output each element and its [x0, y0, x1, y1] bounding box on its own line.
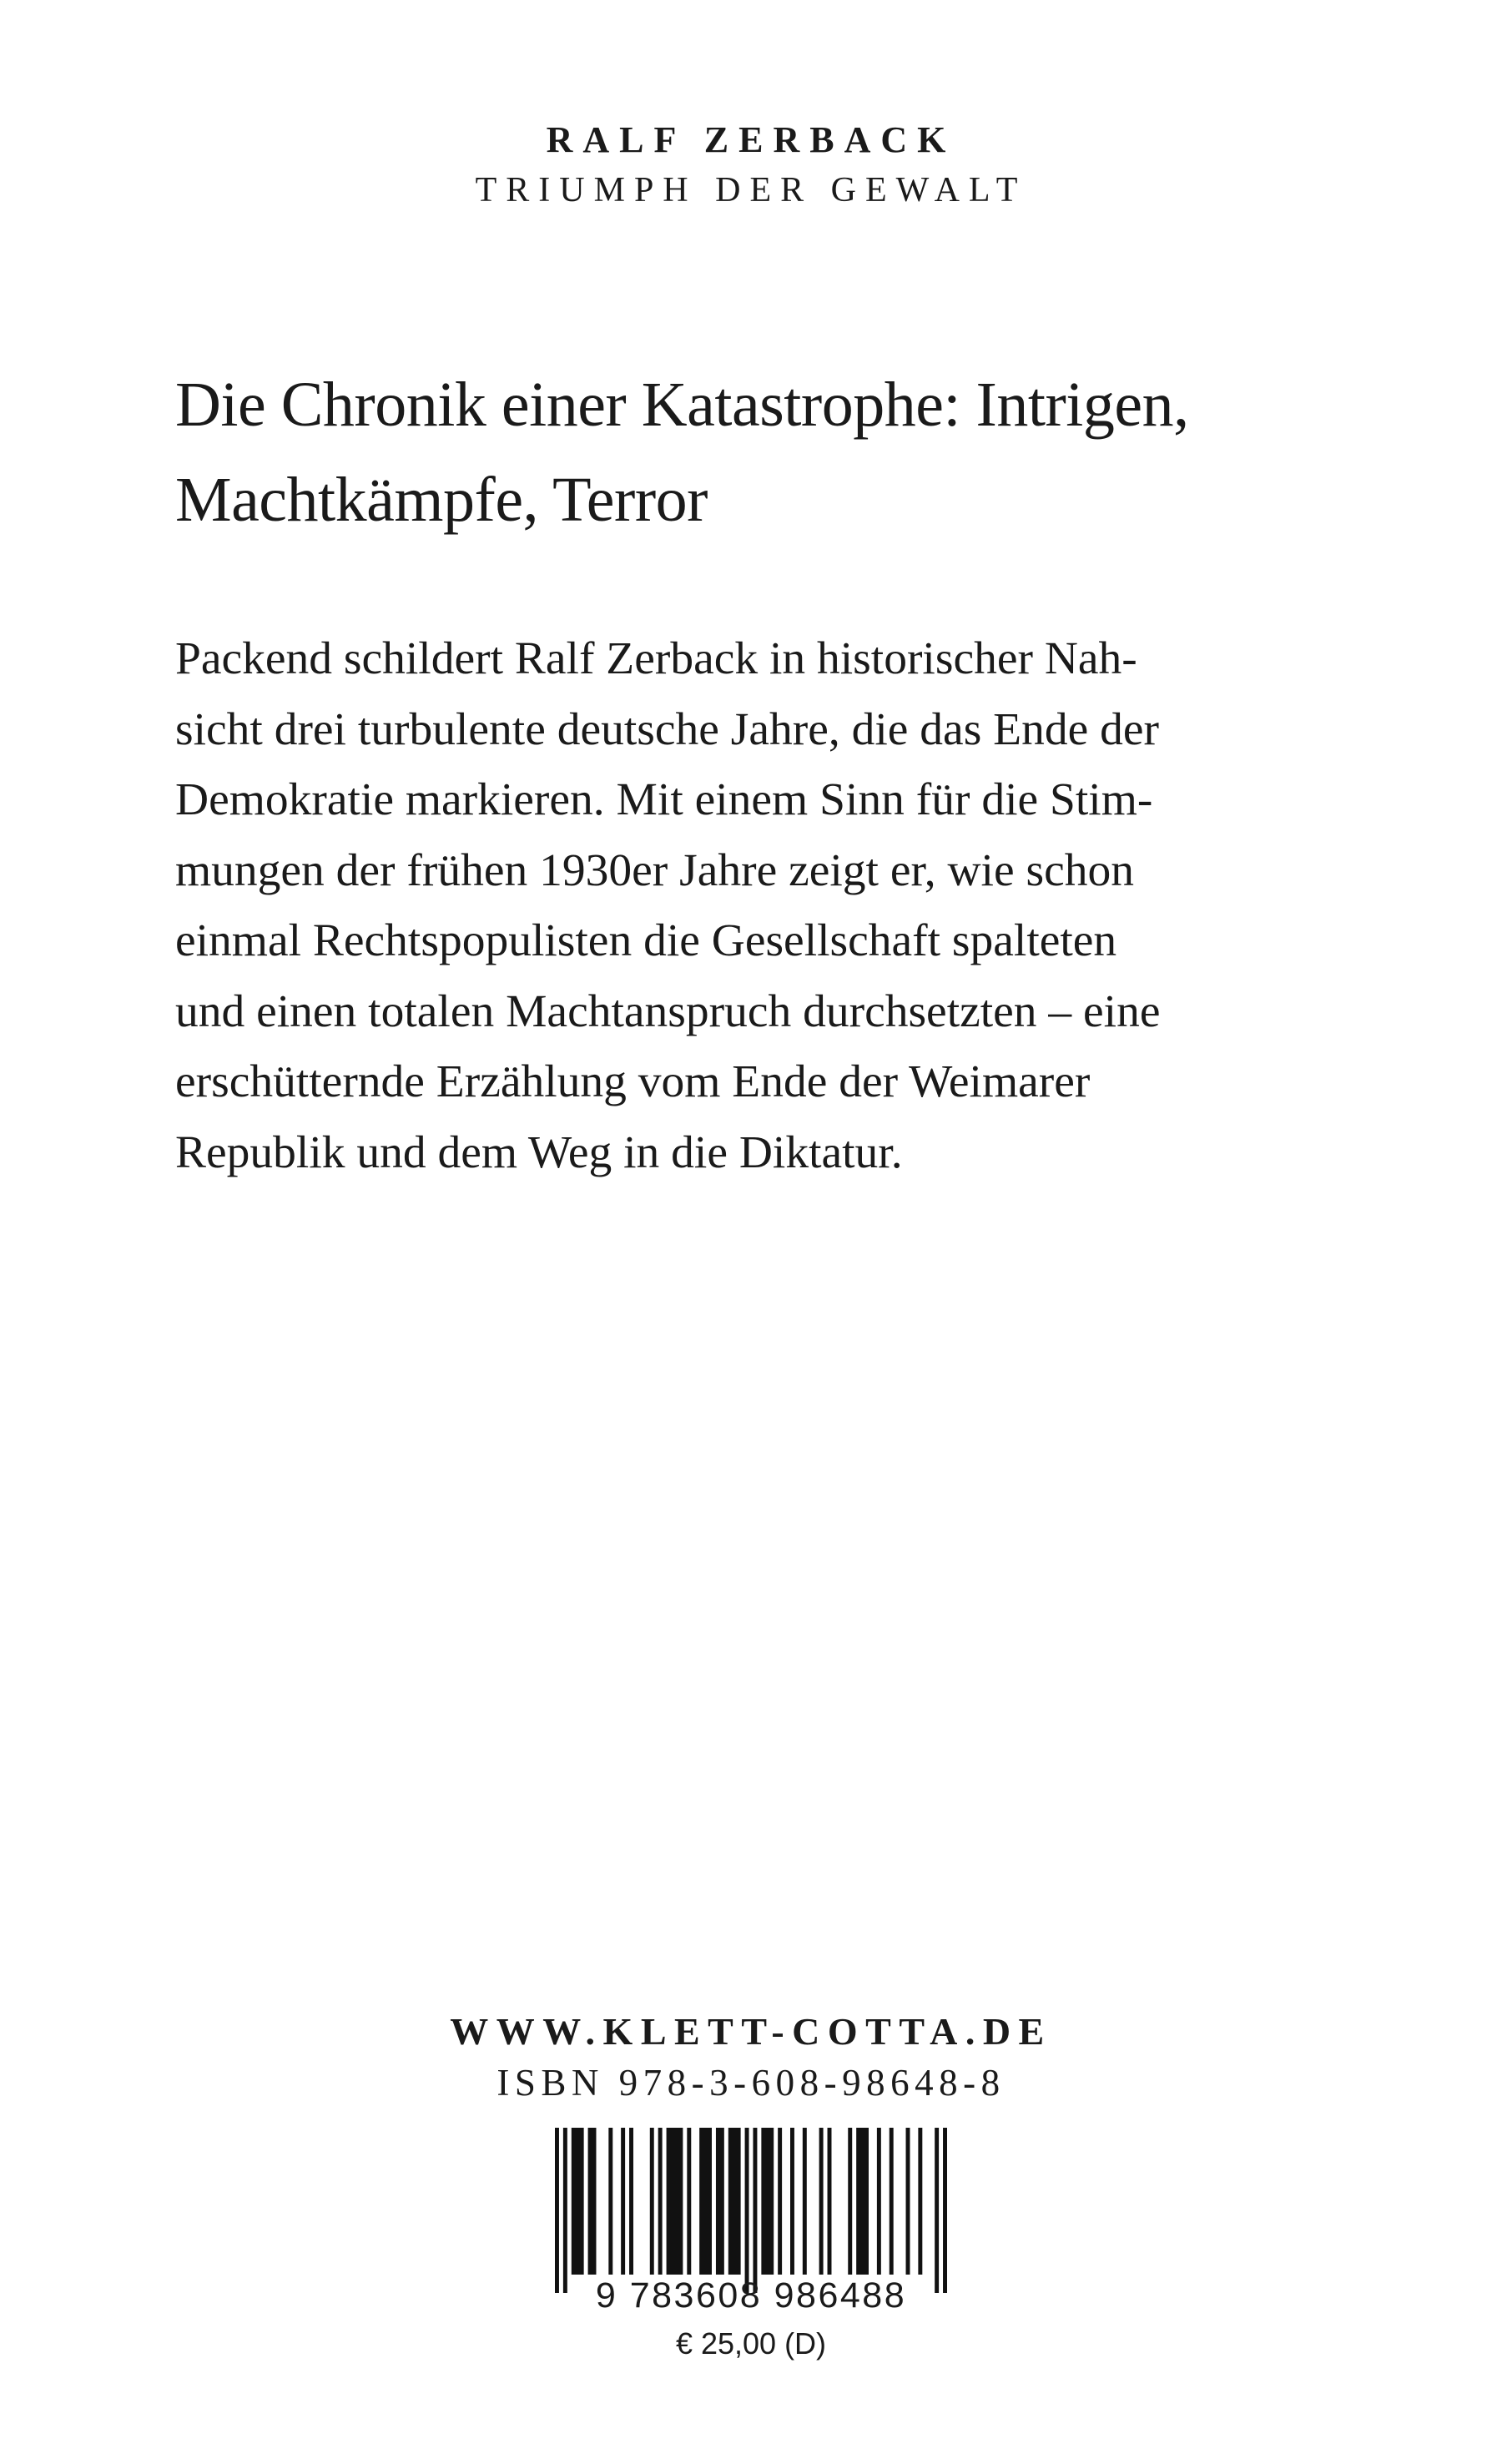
barcode-bar	[819, 2128, 824, 2275]
author-name: RALF ZERBACK	[546, 119, 956, 160]
barcode-bar	[803, 2128, 807, 2275]
barcode-bar	[687, 2128, 691, 2275]
blurb-paragraph	[175, 624, 1343, 1188]
barcode-bar	[761, 2128, 774, 2275]
barcode-bar	[856, 2128, 869, 2275]
barcode-bar	[650, 2128, 654, 2275]
barcode-bar	[890, 2128, 894, 2275]
barcode-bars	[553, 2128, 949, 2295]
barcode-digits: 9 783608 986488	[595, 2275, 907, 2315]
headline	[175, 357, 1360, 547]
publisher-website: WWW.KLETT-COTTA.DE	[450, 2010, 1052, 2053]
barcode-bar	[572, 2128, 584, 2275]
barcode-guard-bar	[943, 2128, 947, 2293]
barcode-bar	[906, 2128, 910, 2275]
barcode-bar	[778, 2128, 782, 2275]
barcode-bar	[877, 2128, 881, 2275]
barcode-bar	[629, 2128, 633, 2275]
barcode-bar	[716, 2128, 724, 2275]
barcode-bar	[728, 2128, 741, 2275]
barcode-bar	[918, 2128, 922, 2275]
blurb-line: Republik und dem Weg in die Diktatur.	[175, 1126, 903, 1178]
blurb-line: Demokratie markieren. Mit einem Sinn für die Stim-	[175, 774, 1153, 825]
barcode-guard-bar	[745, 2128, 749, 2293]
isbn-number: ISBN 978-3-608-98648-8	[496, 2062, 1006, 2104]
blurb-line: einmal Rechtspopulisten die Gesellschaft spalteten	[175, 915, 1117, 966]
blurb-line: erschütternde Erzählung vom Ende der Weimarer	[175, 1056, 1091, 1107]
barcode-bar	[658, 2128, 663, 2275]
blurb-line: und einen totalen Machtanspruch durchsetzten – eine	[175, 985, 1161, 1037]
book-title: TRIUMPH DER GEWALT	[475, 171, 1027, 209]
barcode-bar	[608, 2128, 612, 2275]
barcode-bar	[621, 2128, 625, 2275]
barcode-bar	[588, 2128, 597, 2275]
barcode-guard-bar	[753, 2128, 757, 2293]
barcode-guard-bar	[563, 2128, 567, 2293]
blurb-line: mungen der frühen 1930er Jahre zeigt er, wie schon	[175, 844, 1134, 896]
barcode-bar	[667, 2128, 683, 2275]
barcode-guard-bar	[935, 2128, 939, 2293]
headline-line: Die Chronik einer Katastrophe: Intrigen,	[175, 370, 1189, 440]
barcode-bar	[828, 2128, 832, 2275]
barcode	[553, 2128, 949, 2295]
blurb-line: Packend schildert Ralf Zerback in historischer Nah-	[175, 633, 1137, 684]
barcode-guard-bar	[555, 2128, 559, 2293]
cover-footer	[0, 2007, 1502, 2109]
barcode-bar	[699, 2128, 712, 2275]
barcode-bar	[848, 2128, 852, 2275]
price-label: € 25,00 (D)	[675, 2326, 827, 2361]
cover-header	[0, 115, 1502, 215]
headline-line: Machtkämpfe, Terror	[175, 465, 708, 535]
blurb-line: sicht drei turbulente deutsche Jahre, die das Ende der	[175, 703, 1159, 755]
barcode-bar	[790, 2128, 794, 2275]
